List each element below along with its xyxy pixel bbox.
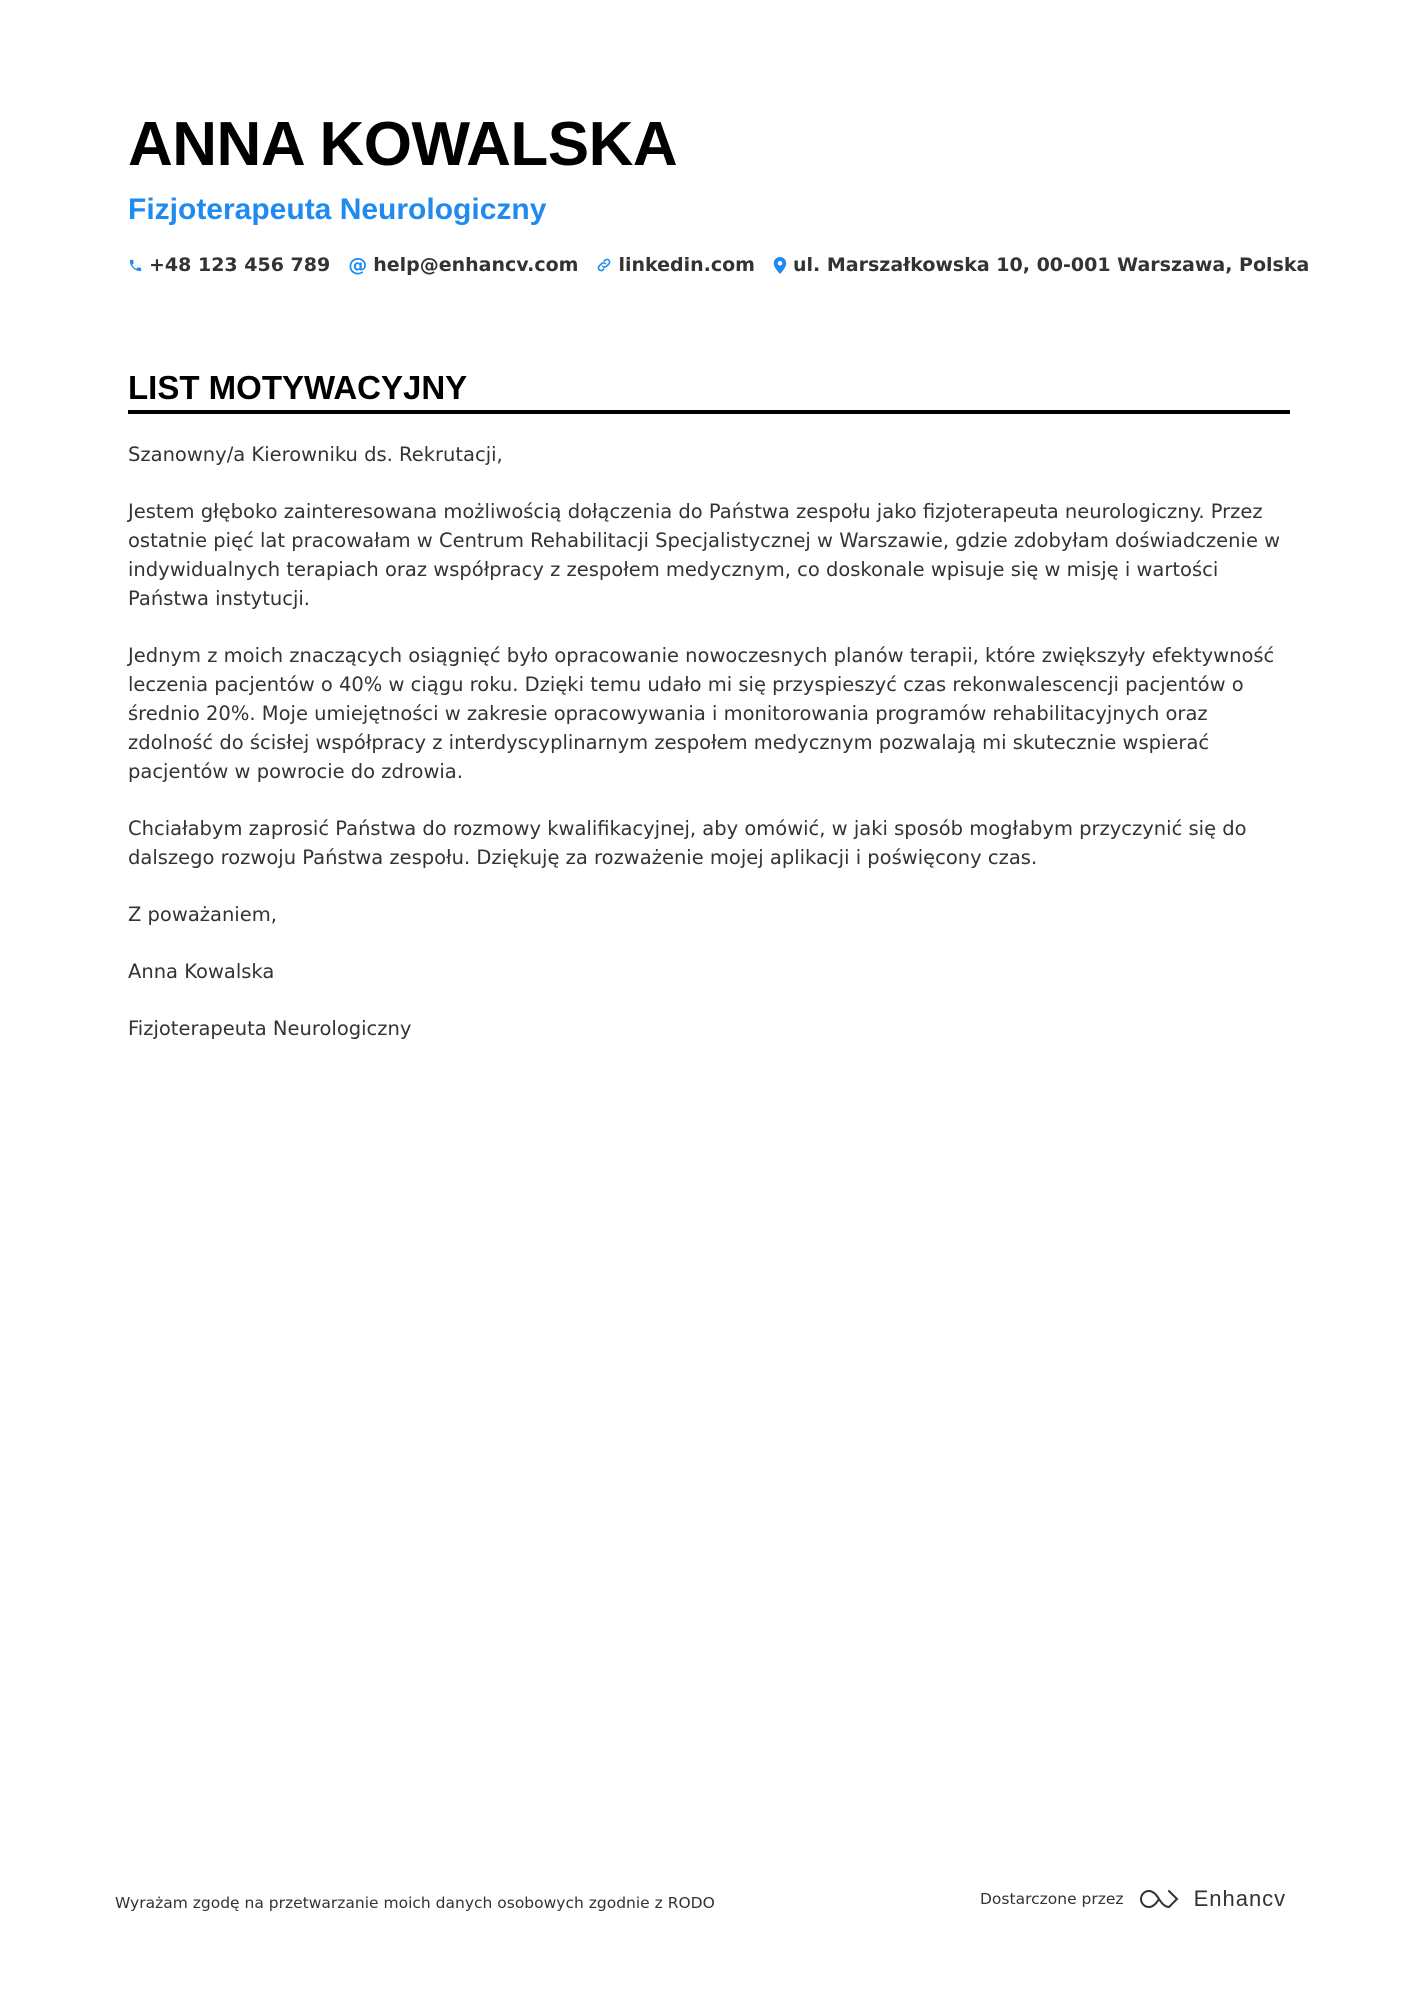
letter-paragraph: Chciałabym zaprosić Państwa do rozmowy kwalifikacyjnej, aby omówić, w jaki sposób mogłabym przyczynić się do dalszego rozwoju Państwa zespołu. Dziękuję za rozważenie mojej aplikacji i poświęcony czas. (128, 817, 1247, 869)
signature-title: Fizjoterapeuta Neurologiczny (128, 1017, 412, 1040)
letter-body (128, 440, 1293, 1071)
contact-phone[interactable] (128, 254, 330, 276)
enhancv-logo-icon (1136, 1887, 1182, 1911)
letter-paragraph: Jestem głęboko zainteresowana możliwością dołączenia do Państwa zespołu jako fizjoterapeuta neurologiczny. Przez ostatnie pięć lat pracowałam w Centrum Rehabilitacji Specjalistycznej w Warszawie, gdzie zdobyłam doświadczenie w indywidualnych terapiach oraz współpracy z zespołem medycznym, co doskonale wpisuje się w misję i wartości Państwa instytucji. (128, 500, 1281, 610)
enhancv-brand-name: Enhancv (1193, 1886, 1287, 1911)
candidate-title: Fizjoterapeuta Neurologiczny (128, 193, 547, 226)
contact-address (773, 254, 1309, 276)
contact-phone-text: +48 123 456 789 (149, 254, 331, 276)
powered-by-label: Dostarczone przez (980, 1890, 1124, 1908)
at-icon: @ (348, 254, 368, 276)
section-divider (128, 410, 1290, 414)
powered-by[interactable] (980, 1886, 1286, 1912)
letter-closing: Z poważaniem, (128, 903, 277, 926)
location-pin-icon (773, 257, 787, 274)
letter-paragraph: Jednym z moich znaczących osiągnięć było opracowanie nowoczesnych planów terapii, które zwiększyły efektywność leczenia pacjentów o 40% w ciągu roku. Dzięki temu udało mi się przyspieszyć czas rekonwalescencji pacjentów o średnio 20%. Moje umiejętności w zakresie opracowywania i monitorowania programów rehabilitacyjnych oraz zdolność do ścisłej współpracy z interdyscyplinarnym zespołem medycznym pozwalają mi skutecznie wspierać pacjentów w powrocie do zdrowia. (128, 644, 1275, 783)
contact-linkedin-text: linkedin.com (618, 254, 755, 276)
contact-email[interactable] (348, 254, 578, 276)
contact-bar (128, 254, 1309, 276)
signature-name: Anna Kowalska (128, 960, 275, 983)
contact-linkedin[interactable] (596, 254, 755, 276)
phone-icon (128, 258, 143, 273)
contact-address-text: ul. Marszałkowska 10, 00-001 Warszawa, Polska (792, 254, 1310, 276)
letter-salutation: Szanowny/a Kierowniku ds. Rekrutacji, (128, 443, 503, 466)
section-title: LIST MOTYWACYJNY (128, 369, 468, 406)
contact-email-text: help@enhancv.com (373, 254, 579, 276)
gdpr-consent-note: Wyrażam zgodę na przetwarzanie moich danych osobowych zgodnie z RODO (115, 1894, 715, 1912)
candidate-name: ANNA KOWALSKA (128, 110, 678, 179)
link-icon (596, 257, 612, 273)
